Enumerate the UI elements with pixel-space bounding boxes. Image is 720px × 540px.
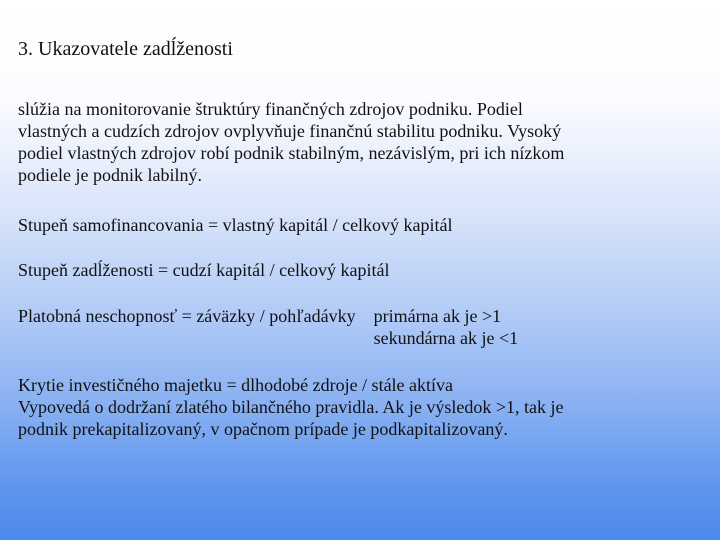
intro-line: podiele je podnik labilný. bbox=[18, 165, 202, 185]
coverage-line: Vypovedá o dodržaní zlatého bilančného pravidla. Ak je výsledok >1, tak je bbox=[18, 397, 564, 417]
coverage-paragraph bbox=[18, 374, 564, 440]
intro-line: podiel vlastných zdrojov robí podnik stabilným, nezávislým, pri ich nízkom bbox=[18, 143, 565, 163]
coverage-line: Krytie investičného majetku = dlhodobé zdroje / stále aktíva bbox=[18, 375, 454, 395]
primary-condition: primárna ak je >1 bbox=[373, 306, 502, 326]
insolvency-block bbox=[18, 305, 518, 349]
intro-line: vlastných a cudzích zdrojov ovplyvňuje finančnú stabilitu podniku. Vysoký bbox=[18, 121, 562, 141]
coverage-line: podnik prekapitalizovaný, v opačnom prípade je podkapitalizovaný. bbox=[18, 419, 508, 439]
indebtedness-formula: Stupeň zadĺženosti = cudzí kapitál / celkový kapitál bbox=[18, 260, 390, 280]
intro-paragraph bbox=[18, 98, 564, 186]
insolvency-conditions bbox=[374, 305, 519, 349]
insolvency-formula: Platobná neschopnosť = záväzky / pohľadávky bbox=[18, 306, 356, 326]
intro-line: slúžia na monitorovanie štruktúry finančných zdrojov podniku. Podiel bbox=[18, 99, 523, 119]
slide-title: 3. Ukazovatele zadĺženosti bbox=[18, 38, 233, 60]
secondary-condition: sekundárna ak je <1 bbox=[373, 328, 519, 348]
self-financing-formula: Stupeň samofinancovania = vlastný kapitál / celkový kapitál bbox=[18, 215, 453, 235]
